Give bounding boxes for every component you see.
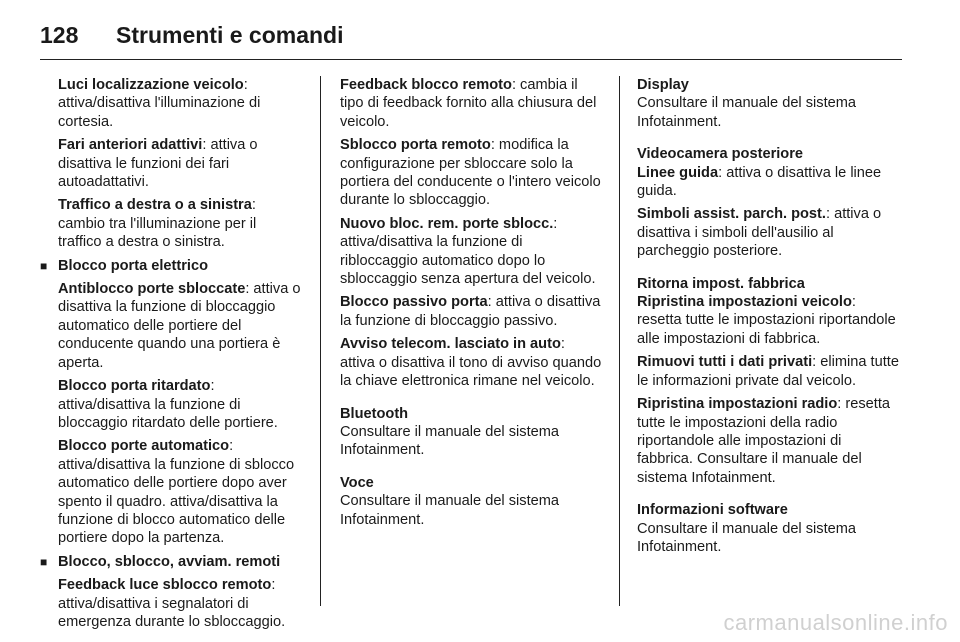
setting-item <box>40 280 302 372</box>
bullet-heading <box>40 553 302 571</box>
setting-term: Traffico a destra o a sinistra <box>58 197 252 214</box>
section-text: Consultare il manuale del sistema Infotainment. <box>637 520 857 555</box>
page-number: 128 <box>40 21 79 48</box>
section-software-info <box>637 501 899 556</box>
section-title: Ritorna impost. fabbrica <box>637 275 805 292</box>
setting-desc: : modifica la configurazione per sbloccare solo la portiera del conducente o l'intero veicolo durante lo sbloccaggio. <box>340 137 601 209</box>
header-rule <box>40 59 902 60</box>
setting-term: Nuovo bloc. rem. porte sblocc. <box>340 215 554 232</box>
page-header <box>40 14 902 56</box>
setting-item <box>40 136 302 191</box>
chapter-title: Strumenti e comandi <box>116 21 344 48</box>
setting-item <box>340 335 602 390</box>
bullet-label: Blocco, sblocco, avviam. remoti <box>58 553 281 570</box>
setting-term: Blocco porte automatico <box>58 438 230 455</box>
setting-term: Sblocco porta remoto <box>340 137 491 154</box>
setting-item <box>340 215 602 289</box>
setting-term: Antiblocco porte sbloccate <box>58 281 246 298</box>
setting-term: Ripristina impostazioni radio <box>637 396 838 413</box>
setting-item <box>40 437 302 547</box>
section-title: Informazioni software <box>637 502 788 519</box>
section-text: Consultare il manuale del sistema Infotainment. <box>637 95 857 130</box>
section-factory-reset <box>637 275 899 487</box>
setting-term: Luci localizzazione veicolo <box>58 77 244 93</box>
setting-term: Simboli assist. parch. post. <box>637 206 826 223</box>
setting-item <box>637 164 899 201</box>
column-2 <box>340 76 602 534</box>
section-title: Voce <box>340 474 374 491</box>
setting-item <box>637 293 899 348</box>
setting-term: Blocco passivo porta <box>340 294 488 311</box>
setting-term: Blocco porta ritardato <box>58 378 211 395</box>
column-divider <box>619 76 620 606</box>
setting-desc: : attiva o disattiva la funzione di bloccaggio passivo. <box>340 294 601 329</box>
bullet-square-icon: ■ <box>40 554 48 569</box>
setting-item <box>340 293 602 330</box>
setting-desc: : attiva/disattiva l'illuminazione di cortesia. <box>58 77 261 130</box>
setting-desc: : resetta tutte le impostazioni della radio riportandole alle impostazioni di fabbrica. Consultare il manuale del sistema Infotainment. <box>637 396 891 486</box>
setting-term: Feedback luce sblocco remoto <box>58 577 272 594</box>
setting-desc: : resetta tutte le impostazioni riportandole alle impostazioni di fabbrica. <box>637 294 896 347</box>
section-text: Consultare il manuale del sistema Infotainment. <box>340 493 560 528</box>
section-title: Display <box>637 77 689 93</box>
setting-term: Ripristina impostazioni veicolo <box>637 294 852 311</box>
setting-item <box>40 576 302 631</box>
setting-item <box>340 136 602 210</box>
setting-item <box>40 196 302 251</box>
setting-item <box>637 205 899 260</box>
section-bluetooth <box>340 405 602 460</box>
watermark: carmanualsonline.info <box>723 610 948 635</box>
setting-desc: : attiva o disattiva le linee guida. <box>637 164 882 200</box>
setting-desc: : attiva/disattiva la funzione di ribloccaggio automatico dopo lo sbloccaggio senza apertura del veicolo. <box>340 215 596 288</box>
setting-term: Fari anteriori adattivi <box>58 137 203 154</box>
setting-desc: : attiva/disattiva i segnalatori di emergenza durante lo sbloccaggio. <box>58 577 286 630</box>
setting-item <box>637 353 899 390</box>
section-title: Videocamera posteriore <box>637 146 804 163</box>
setting-desc: : elimina tutte le informazioni private dal veicolo. <box>637 354 899 389</box>
setting-desc: : cambia il tipo di feedback fornito alla chiusura del veicolo. <box>340 77 597 130</box>
column-divider <box>320 76 321 606</box>
setting-item <box>340 76 602 131</box>
setting-desc: : attiva/disattiva la funzione di bloccaggio ritardato delle portiere. <box>58 378 278 431</box>
section-title: Bluetooth <box>340 405 409 422</box>
section-rear-camera <box>637 145 899 260</box>
setting-desc: : attiva o disattiva i simboli dell'ausilio al parcheggio posteriore. <box>637 206 882 260</box>
setting-term: Linee guida <box>637 164 719 181</box>
section-text: Consultare il manuale del sistema Infotainment. <box>340 423 560 459</box>
setting-desc: : cambio tra l'illuminazione per il traffico a destra o sinistra. <box>58 197 257 251</box>
setting-desc: : attiva o disattiva le funzioni dei fari autoadattativi. <box>58 137 258 191</box>
section-voce <box>340 474 602 529</box>
bullet-square-icon: ■ <box>40 258 48 273</box>
setting-desc: : attiva o disattiva il tono di avviso quando la chiave elettronica rimane nel veicolo. <box>340 336 602 390</box>
setting-item <box>637 395 899 487</box>
column-3 <box>637 76 899 561</box>
setting-item <box>40 377 302 432</box>
setting-term: Feedback blocco remoto <box>340 77 512 93</box>
bullet-label: Blocco porta elettrico <box>58 257 209 274</box>
setting-desc: : attiva o disattiva la funzione di bloccaggio automatico delle portiere del conducente quando una portiera è aperta. <box>58 281 301 371</box>
setting-term: Avviso telecom. lasciato in auto <box>340 336 561 353</box>
bullet-heading <box>40 257 302 275</box>
setting-term: Rimuovi tutti i dati privati <box>637 354 813 371</box>
setting-desc: : attiva/disattiva la funzione di sblocco automatico delle portiere dopo aver spento il quadro. attiva/disattiva la funzione di blocco automatico delle portiere dopo la partenza. <box>58 438 295 547</box>
column-1 <box>40 76 302 636</box>
section-display <box>637 76 899 131</box>
setting-item <box>40 76 302 131</box>
